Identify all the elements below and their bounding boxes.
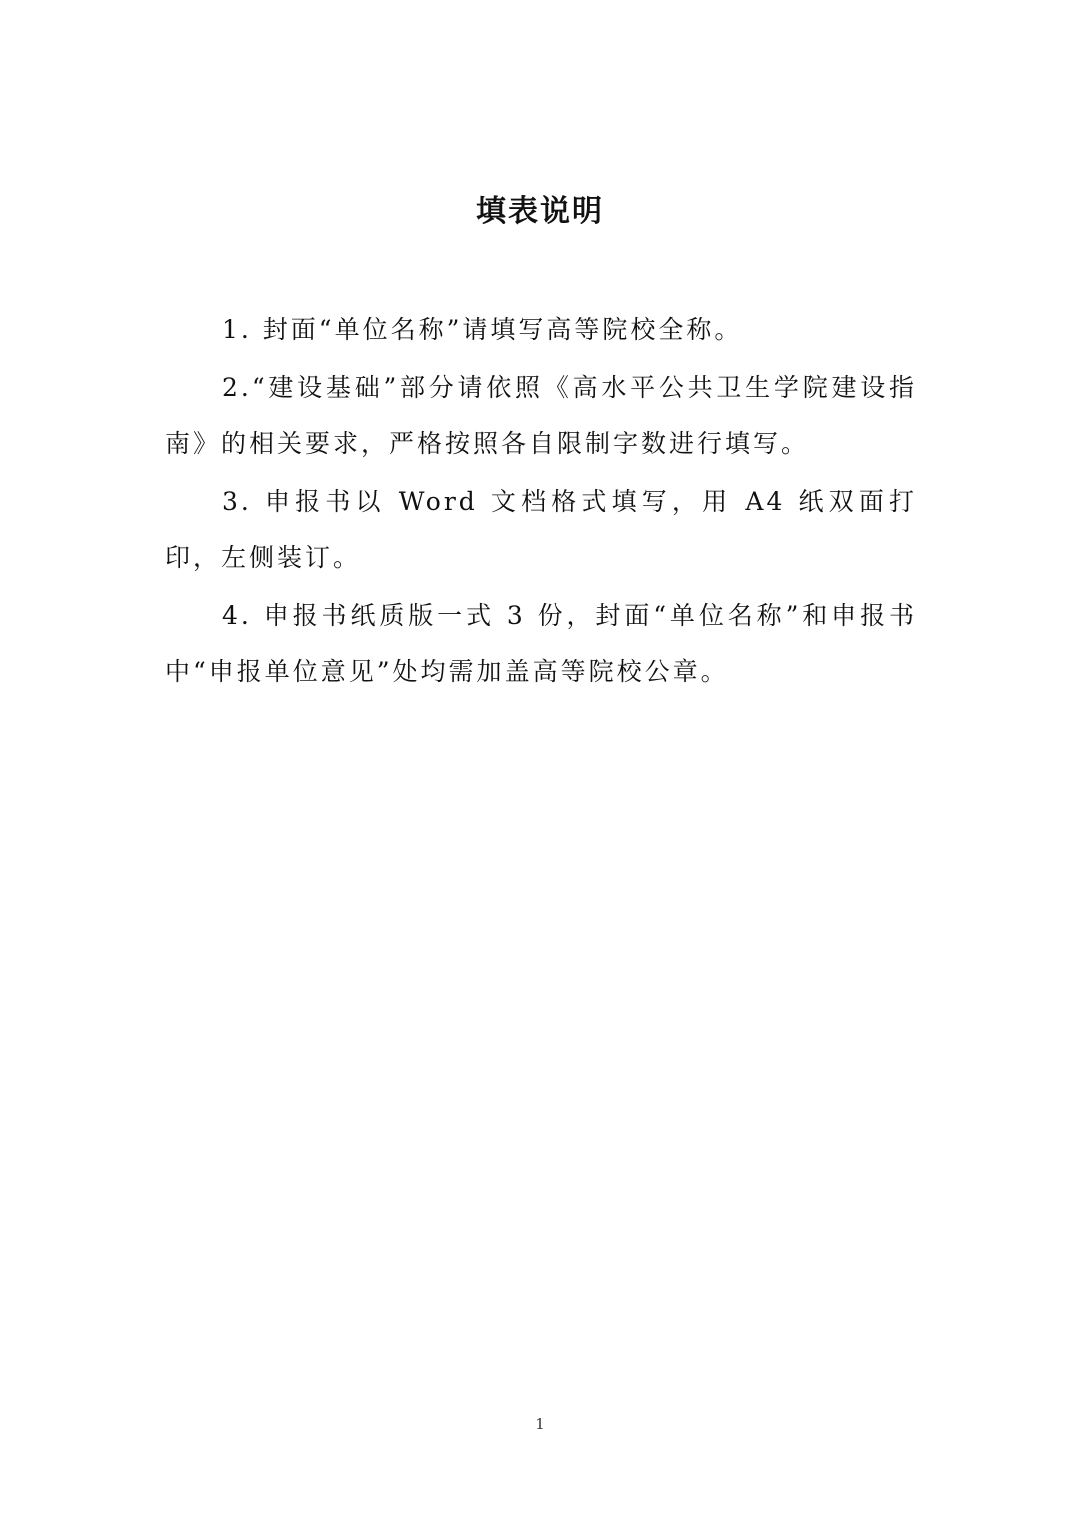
instruction-item-4: 4. 申报书纸质版一式 3 份，封面“单位名称”和申报书中“申报单位意见”处均需加盖高等院校公章。 [165, 601, 917, 686]
page-number: 1 [535, 1415, 545, 1433]
document-title: 填表说明 [476, 194, 604, 229]
instruction-item-2: 2.“建设基础”部分请依照《高水平公共卫生学院建设指南》的相关要求，严格按照各自限制字数进行填写。 [165, 373, 917, 458]
instruction-item-1: 1. 封面“单位名称”请填写高等院校全称。 [222, 315, 743, 344]
instruction-item-3: 3. 申报书以 Word 文档格式填写，用 A4 纸双面打印，左侧装订。 [165, 487, 917, 572]
instructions-body [165, 302, 917, 702]
